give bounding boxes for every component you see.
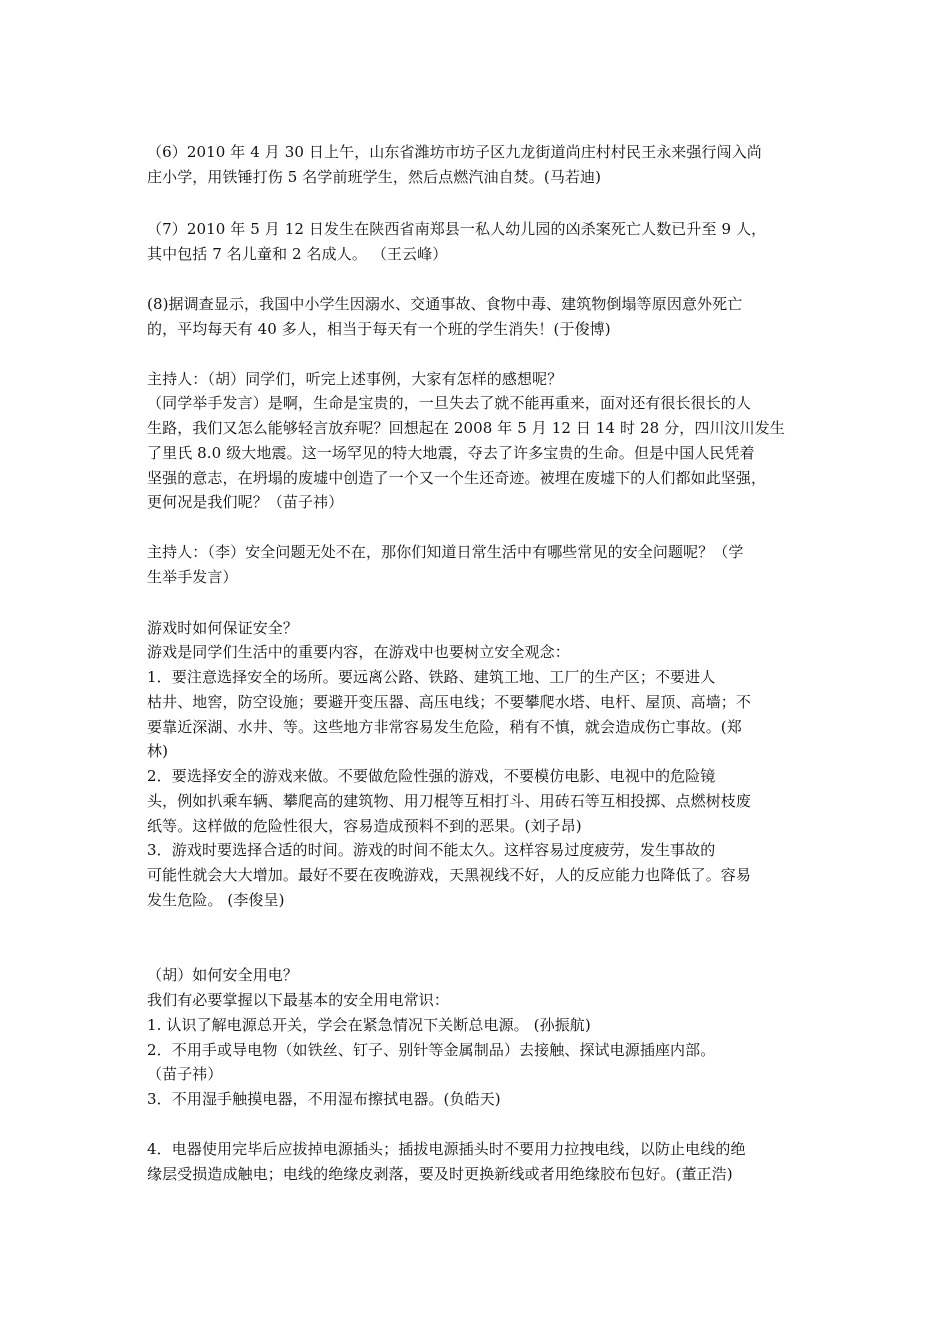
text-line: 2．不用手或导电物（如铁丝、钉子、别针等金属制品）去接触、探试电源插座内部。 bbox=[147, 1041, 716, 1059]
text-line: （苗子祎） bbox=[147, 1065, 223, 1083]
text-line: 缘层受损造成触电；电线的绝缘皮剥落，要及时更换新线或者用绝缘胶布包好。(董正浩) bbox=[147, 1165, 733, 1183]
text-line: 其中包括 7 名儿童和 2 名成人。 （王云峰） bbox=[147, 245, 448, 263]
text-line: 坚强的意志，在坍塌的废墟中创造了一个又一个生还奇迹。被埋在废墟下的人们都如此坚强， bbox=[147, 469, 767, 487]
text-line: 林) bbox=[147, 742, 169, 760]
text-line: 枯井、地窖，防空设施；要避开变压器、高压电线；不要攀爬水塔、电杆、屋顶、高墙；不 bbox=[147, 693, 752, 711]
text-line: 发生危险。 (李俊呈) bbox=[147, 891, 285, 909]
text-line: （胡）如何安全用电？ bbox=[147, 966, 299, 984]
text-line: 头，例如扒乘车辆、攀爬高的建筑物、用刀棍等互相打斗、用砖石等互相投掷、点燃树枝废 bbox=[147, 792, 752, 810]
text-line: （同学举手发言）是啊，生命是宝贵的，一旦失去了就不能再重来，面对还有很长很长的人 bbox=[147, 394, 752, 412]
text-line: （6）2010 年 4 月 30 日上午，山东省潍坊市坊子区九龙街道尚庄村村民王永来强行闯入尚 bbox=[147, 143, 762, 161]
text-line: 庄小学，用铁锤打伤 5 名学前班学生，然后点燃汽油自焚。(马若迪) bbox=[147, 168, 602, 186]
text-line: 3．游戏时要选择合适的时间。游戏的时间不能太久。这样容易过度疲劳，发生事故的 bbox=[147, 841, 716, 859]
text-line: 了里氏 8.0 级大地震。这一场罕见的特大地震，夺去了许多宝贵的生命。但是中国人民凭着 bbox=[147, 444, 755, 462]
text-line: 3．不用湿手触摸电器，不用湿布擦拭电器。(负皓天) bbox=[147, 1090, 501, 1108]
text-line: 1. 认识了解电源总开关，学会在紧急情况下关断总电源。 (孙振航) bbox=[147, 1016, 591, 1034]
text-line: 2．要选择安全的游戏来做。不要做危险性强的游戏，不要模仿电影、电视中的危险镜 bbox=[147, 767, 716, 785]
text-line: 游戏时如何保证安全？ bbox=[147, 619, 299, 637]
text-line: 可能性就会大大增加。最好不要在夜晚游戏，天黑视线不好，人的反应能力也降低了。容易 bbox=[147, 866, 752, 884]
text-line: 主持人：（胡）同学们，听完上述事例，大家有怎样的感想呢？ bbox=[147, 370, 563, 388]
text-line: 更何况是我们呢？（苗子祎） bbox=[147, 493, 344, 511]
text-line: 1．要注意选择安全的场所。要远离公路、铁路、建筑工地、工厂的生产区；不要进人 bbox=[147, 668, 716, 686]
text-line: 生举手发言） bbox=[147, 568, 238, 586]
text-line: 纸等。这样做的危险性很大，容易造成预料不到的恶果。(刘子昂) bbox=[147, 817, 582, 835]
text-line: 要靠近深湖、水井、等。这些地方非常容易发生危险，稍有不慎，就会造成伤亡事故。(郑 bbox=[147, 718, 742, 736]
text-line: (8)据调查显示，我国中小学生因溺水、交通事故、食物中毒、建筑物倒塌等原因意外死亡 bbox=[147, 295, 743, 313]
text-line: 游戏是同学们生活中的重要内容，在游戏中也要树立安全观念： bbox=[147, 643, 570, 661]
text-line: 4．电器使用完毕后应拔掉电源插头；插拔电源插头时不要用力拉拽电线，以防止电线的绝 bbox=[147, 1140, 746, 1158]
text-line: 的，平均每天有 40 多人，相当于每天有一个班的学生消失！(于俊博) bbox=[147, 320, 611, 338]
text-line: 主持人：（李）安全问题无处不在，那你们知道日常生活中有哪些常见的安全问题呢？（学 bbox=[147, 543, 744, 561]
text-line: （7）2010 年 5 月 12 日发生在陕西省南郑县一私人幼儿园的凶杀案死亡人数已升至 9 人， bbox=[147, 220, 767, 238]
text-line: 生路，我们又怎么能够轻言放弃呢？回想起在 2008 年 5 月 12 日 14 时 28 分，四川汶川发生 bbox=[147, 419, 785, 437]
text-line: 我们有必要掌握以下最基本的安全用电常识： bbox=[147, 991, 450, 1009]
